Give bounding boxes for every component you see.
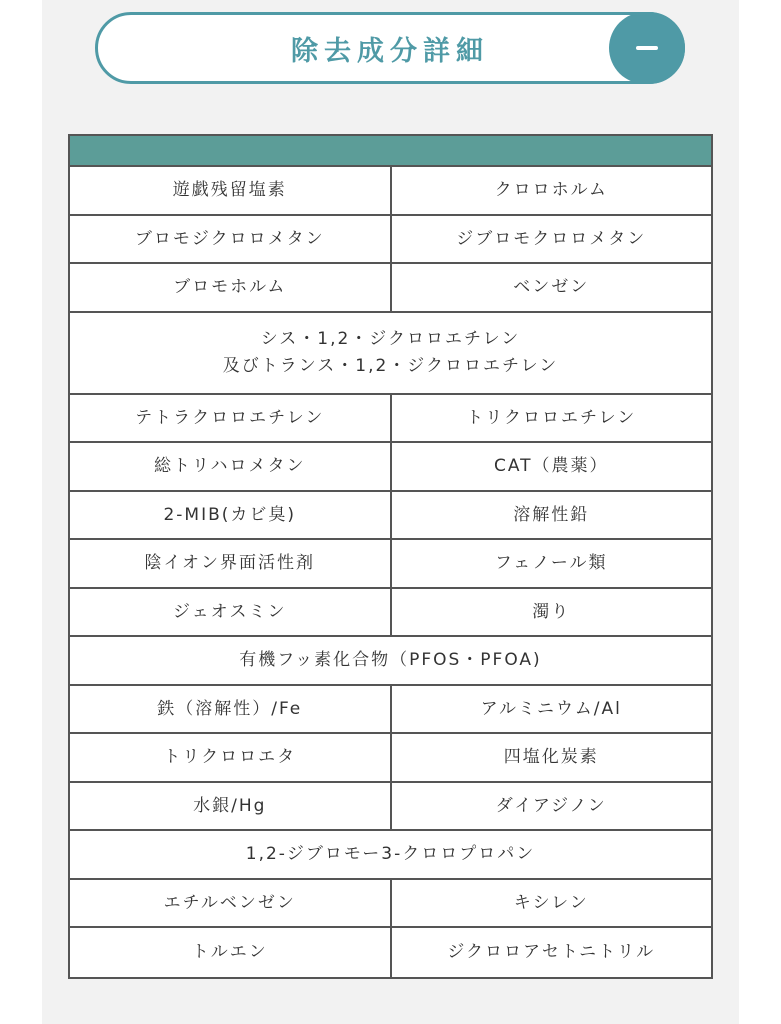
table-row — [70, 264, 711, 313]
table-row — [70, 167, 711, 216]
table-cell — [70, 167, 390, 214]
cell-text: テトラクロロエチレン — [135, 407, 325, 428]
table-header-bar — [70, 136, 711, 167]
table-cell — [70, 928, 390, 977]
cell-text: CAT（農薬） — [493, 456, 609, 477]
cell-text: アルミニウム/Al — [480, 698, 622, 719]
table-cell — [70, 216, 390, 263]
removed-components-table — [68, 134, 713, 979]
cell-text: トリクロロエチレン — [466, 407, 637, 428]
table-cell — [390, 492, 712, 539]
table-row — [70, 492, 711, 541]
table-cell — [70, 783, 390, 830]
table-cell — [70, 637, 711, 684]
table-cell — [70, 589, 390, 636]
table-row — [70, 831, 711, 880]
table-row — [70, 928, 711, 977]
table-row — [70, 216, 711, 265]
cell-text: 鉄（溶解性）/Fe — [157, 698, 303, 719]
cell-text: 遊戯残留塩素 — [172, 180, 287, 201]
cell-text: ジブロモクロロメタン — [456, 228, 647, 249]
cell-text: キシレン — [513, 892, 589, 913]
table-cell — [390, 880, 712, 927]
table-cell — [390, 540, 712, 587]
table-row — [70, 637, 711, 686]
table-cell — [390, 589, 712, 636]
cell-text: 総トリハロメタン — [154, 456, 306, 477]
table-cell — [70, 831, 711, 878]
cell-text: クロロホルム — [494, 180, 608, 201]
cell-text: 有機フッ素化合物（PFOS・PFOA) — [239, 650, 542, 671]
accordion-title: 除去成分詳細 — [291, 35, 489, 67]
cell-text: 濁り — [532, 601, 571, 622]
cell-text: ジェオスミン — [173, 601, 287, 622]
cell-text: 及びトランス・1,2・ジクロロエチレン — [222, 355, 559, 376]
table-body — [70, 167, 711, 977]
cell-text: 水銀/Hg — [193, 795, 267, 816]
table-row — [70, 589, 711, 638]
table-cell — [70, 540, 390, 587]
table-cell — [390, 443, 712, 490]
cell-text: 1,2-ジブロモー3-クロロプロパン — [245, 844, 536, 865]
table-row — [70, 395, 711, 444]
table-cell — [70, 686, 390, 733]
table-row — [70, 313, 711, 395]
cell-text: フェノール類 — [494, 553, 608, 574]
table-cell — [70, 264, 390, 311]
table-cell — [390, 783, 712, 830]
table-cell — [390, 264, 712, 311]
collapse-toggle-button[interactable] — [609, 12, 685, 84]
table-row — [70, 540, 711, 589]
table-cell — [390, 734, 712, 781]
table-row — [70, 783, 711, 832]
cell-text: ダイアジノン — [495, 795, 607, 816]
cell-text: 四塩化炭素 — [503, 747, 599, 768]
minus-icon — [636, 46, 658, 50]
cell-text: エチルベンゼン — [163, 892, 296, 913]
removed-components-accordion-header[interactable] — [95, 12, 685, 84]
cell-text: トルエン — [191, 942, 268, 963]
table-cell — [70, 880, 390, 927]
cell-text: ジクロロアセトニトリル — [447, 942, 656, 963]
table-cell — [70, 492, 390, 539]
cell-text: トリクロロエタ — [163, 747, 297, 768]
table-row — [70, 734, 711, 783]
cell-text: 陰イオン界面活性剤 — [144, 553, 315, 574]
cell-text: ブロモジクロロメタン — [134, 228, 325, 249]
cell-text: 2-MIB(カビ臭) — [163, 504, 297, 525]
table-cell — [390, 167, 712, 214]
table-cell — [70, 395, 390, 442]
table-cell — [70, 443, 390, 490]
table-row — [70, 443, 711, 492]
table-row — [70, 686, 711, 735]
cell-text: ブロモホルム — [173, 277, 287, 298]
cell-text: 溶解性鉛 — [513, 504, 590, 525]
table-cell — [70, 734, 390, 781]
cell-text: シス・1,2・ジクロロエチレン — [260, 329, 521, 350]
table-cell — [390, 686, 712, 733]
table-cell — [390, 216, 712, 263]
table-cell — [390, 928, 712, 977]
cell-text: ベンゼン — [513, 277, 590, 298]
table-cell — [390, 395, 712, 442]
table-cell — [70, 313, 711, 393]
table-row — [70, 880, 711, 929]
